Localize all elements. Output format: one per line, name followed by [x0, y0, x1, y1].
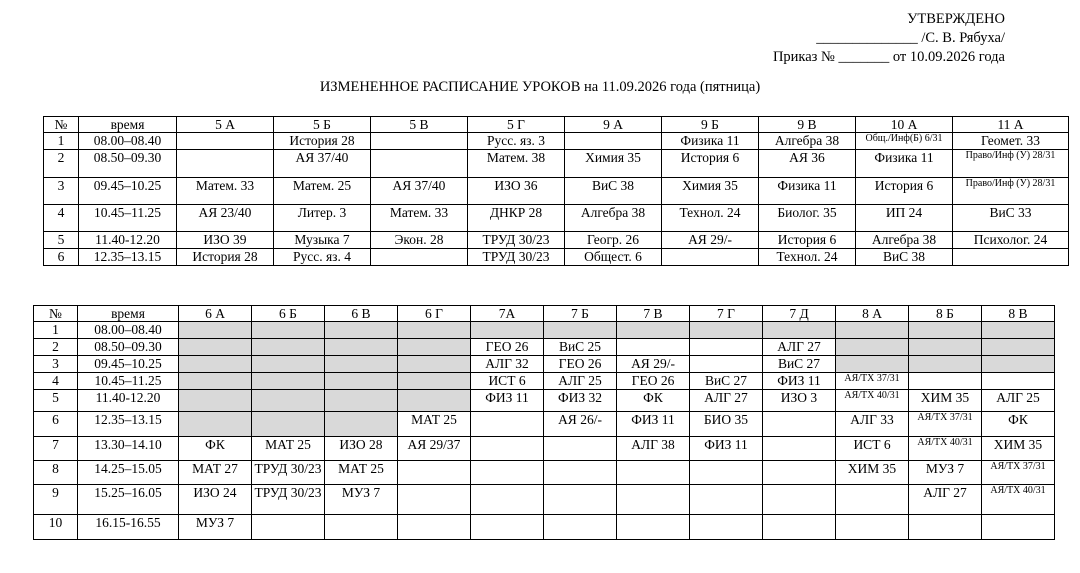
lesson-cell: ТРУД 30/23 [468, 232, 565, 249]
lesson-cell: АЛГ 27 [690, 390, 763, 412]
lesson-cell [325, 339, 398, 356]
column-header: 7 В [617, 306, 690, 322]
lesson-cell: ИЗО 3 [763, 390, 836, 412]
column-header: 7 Д [763, 306, 836, 322]
column-header: 9 Б [662, 117, 759, 133]
column-header: 7 Б [544, 306, 617, 322]
lesson-cell [252, 322, 325, 339]
lesson-cell: МУЗ 7 [325, 485, 398, 515]
lesson-cell: АЯ 29/- [662, 232, 759, 249]
lesson-cell [398, 515, 471, 540]
column-header: № [34, 306, 78, 322]
lesson-cell [398, 373, 471, 390]
lesson-cell [325, 515, 398, 540]
lesson-cell: Право/Инф (У) 28/31 [953, 178, 1069, 205]
column-header: 8 Б [909, 306, 982, 322]
lesson-time: 12.35–13.15 [78, 412, 179, 437]
lesson-number: 8 [34, 461, 78, 485]
lesson-cell [371, 249, 468, 266]
lesson-cell [690, 322, 763, 339]
lesson-number: 7 [34, 437, 78, 461]
column-header: 6 А [179, 306, 252, 322]
column-header: 9 А [565, 117, 662, 133]
lesson-cell [909, 373, 982, 390]
lesson-cell: ХИМ 35 [836, 461, 909, 485]
column-header: время [78, 306, 179, 322]
lesson-cell [690, 356, 763, 373]
lesson-time: 10.45–11.25 [78, 373, 179, 390]
lesson-cell: История 28 [177, 249, 274, 266]
lesson-cell: АЯ/ТХ 40/31 [836, 390, 909, 412]
lesson-number: 2 [44, 150, 79, 178]
lesson-cell [836, 322, 909, 339]
lesson-cell: Геомет. 33 [953, 133, 1069, 150]
lesson-cell [617, 461, 690, 485]
lesson-cell: Технол. 24 [759, 249, 856, 266]
lesson-time: 11.40-12.20 [78, 390, 179, 412]
lesson-cell [252, 339, 325, 356]
lesson-cell [544, 437, 617, 461]
lesson-time: 08.00–08.40 [79, 133, 177, 150]
lesson-cell [982, 515, 1055, 540]
lesson-number: 5 [34, 390, 78, 412]
lesson-number: 5 [44, 232, 79, 249]
lesson-cell [252, 412, 325, 437]
lesson-cell: БИО 35 [690, 412, 763, 437]
lesson-cell: Технол. 24 [662, 205, 759, 232]
lesson-number: 1 [44, 133, 79, 150]
column-header: 5 В [371, 117, 468, 133]
lesson-cell: ФК [617, 390, 690, 412]
column-header: 6 В [325, 306, 398, 322]
lesson-cell: МАТ 27 [179, 461, 252, 485]
lesson-cell [909, 322, 982, 339]
lesson-cell: МАТ 25 [398, 412, 471, 437]
table-row [34, 437, 1055, 461]
lesson-cell [953, 249, 1069, 266]
table-row [44, 205, 1069, 232]
lesson-cell: ФК [179, 437, 252, 461]
schedule-table-junior [33, 305, 1055, 540]
lesson-number: 4 [34, 373, 78, 390]
column-header: 6 Г [398, 306, 471, 322]
lesson-time: 10.45–11.25 [79, 205, 177, 232]
lesson-cell: АЛГ 27 [909, 485, 982, 515]
lesson-cell [471, 322, 544, 339]
lesson-cell: АЯ 36 [759, 150, 856, 178]
lesson-time: 15.25–16.05 [78, 485, 179, 515]
lesson-cell [179, 373, 252, 390]
column-header: 11 А [953, 117, 1069, 133]
lesson-cell: ВиС 27 [690, 373, 763, 390]
lesson-cell [763, 412, 836, 437]
column-header: 5 Г [468, 117, 565, 133]
column-header: № [44, 117, 79, 133]
lesson-cell: АЯ 37/40 [371, 178, 468, 205]
lesson-cell: АЛГ 25 [982, 390, 1055, 412]
lesson-cell [325, 390, 398, 412]
column-header: 8 А [836, 306, 909, 322]
approval-block [773, 10, 1005, 67]
lesson-cell: ИЗО 39 [177, 232, 274, 249]
lesson-cell: АЛГ 32 [471, 356, 544, 373]
lesson-cell [836, 515, 909, 540]
lesson-cell [836, 356, 909, 373]
signature-line: ______________ /С. В. Рябуха/ [816, 30, 1005, 46]
lesson-number: 9 [34, 485, 78, 515]
table-row [44, 150, 1069, 178]
lesson-cell: АЛГ 25 [544, 373, 617, 390]
column-header: 9 В [759, 117, 856, 133]
lesson-cell [179, 390, 252, 412]
header-row [44, 117, 1069, 133]
lesson-cell: Физика 11 [856, 150, 953, 178]
table-row [34, 412, 1055, 437]
table-row [44, 133, 1069, 150]
lesson-cell: ИСТ 6 [471, 373, 544, 390]
column-header: время [79, 117, 177, 133]
column-header: 6 Б [252, 306, 325, 322]
lesson-cell: АЯ/ТХ 37/31 [836, 373, 909, 390]
lesson-cell: АЛГ 38 [617, 437, 690, 461]
lesson-cell: Химия 35 [565, 150, 662, 178]
lesson-cell: Русс. яз. 4 [274, 249, 371, 266]
lesson-cell [471, 412, 544, 437]
lesson-cell: ИСТ 6 [836, 437, 909, 461]
lesson-cell [544, 322, 617, 339]
lesson-number: 6 [44, 249, 79, 266]
lesson-cell [398, 322, 471, 339]
lesson-cell: ТРУД 30/23 [252, 485, 325, 515]
lesson-cell [325, 412, 398, 437]
lesson-cell: История 6 [662, 150, 759, 178]
lesson-cell: ИЗО 36 [468, 178, 565, 205]
lesson-time: 08.50–09.30 [79, 150, 177, 178]
lesson-cell: Матем. 33 [177, 178, 274, 205]
lesson-cell: Экон. 28 [371, 232, 468, 249]
lesson-cell [690, 461, 763, 485]
lesson-cell: АЯ 37/40 [274, 150, 371, 178]
lesson-cell: МАТ 25 [252, 437, 325, 461]
lesson-cell [763, 437, 836, 461]
table-row [34, 485, 1055, 515]
lesson-cell [836, 485, 909, 515]
lesson-cell [565, 133, 662, 150]
table-row [44, 249, 1069, 266]
lesson-cell: АЯ/ТХ 40/31 [982, 485, 1055, 515]
lesson-cell: Музыка 7 [274, 232, 371, 249]
header-row [34, 306, 1055, 322]
lesson-number: 2 [34, 339, 78, 356]
lesson-cell: Психолог. 24 [953, 232, 1069, 249]
table-row [34, 356, 1055, 373]
lesson-cell: Общ./Инф(Б) 6/31 [856, 133, 953, 150]
lesson-cell: История 6 [759, 232, 856, 249]
lesson-time: 13.30–14.10 [78, 437, 179, 461]
lesson-cell: ВиС 25 [544, 339, 617, 356]
lesson-cell [544, 485, 617, 515]
lesson-time: 12.35–13.15 [79, 249, 177, 266]
lesson-cell [982, 373, 1055, 390]
lesson-cell [690, 485, 763, 515]
order-line: Приказ № _______ от 10.09.2026 года [772, 49, 1005, 65]
lesson-cell: Алгебра 38 [759, 133, 856, 150]
lesson-cell: Физика 11 [759, 178, 856, 205]
lesson-cell: ФК [982, 412, 1055, 437]
lesson-cell [909, 515, 982, 540]
lesson-cell: АЛГ 27 [763, 339, 836, 356]
lesson-cell: ДНКР 28 [468, 205, 565, 232]
lesson-cell: ВиС 33 [953, 205, 1069, 232]
lesson-cell: ГЕО 26 [544, 356, 617, 373]
schedule-table-senior [43, 116, 1069, 266]
table-row [34, 461, 1055, 485]
lesson-cell [179, 322, 252, 339]
lesson-cell: Русс. яз. 3 [468, 133, 565, 150]
lesson-cell [471, 485, 544, 515]
lesson-cell: АЯ 29/37 [398, 437, 471, 461]
table-row [34, 390, 1055, 412]
lesson-cell: ФИЗ 11 [617, 412, 690, 437]
lesson-cell: ТРУД 30/23 [252, 461, 325, 485]
lesson-cell [252, 515, 325, 540]
lesson-cell [544, 515, 617, 540]
lesson-cell [371, 150, 468, 178]
lesson-cell [252, 373, 325, 390]
lesson-cell [471, 515, 544, 540]
lesson-cell: ГЕО 26 [617, 373, 690, 390]
lesson-cell [909, 339, 982, 356]
lesson-cell: ФИЗ 11 [690, 437, 763, 461]
column-header: 10 А [856, 117, 953, 133]
lesson-cell [982, 356, 1055, 373]
lesson-cell [617, 515, 690, 540]
lesson-cell: АЯ 29/- [617, 356, 690, 373]
lesson-cell: Матем. 25 [274, 178, 371, 205]
lesson-cell [177, 133, 274, 150]
approved-label: УТВЕРЖДЕНО [907, 11, 1005, 27]
lesson-cell: АЯ/ТХ 37/31 [909, 412, 982, 437]
lesson-number: 6 [34, 412, 78, 437]
lesson-cell [909, 356, 982, 373]
lesson-time: 08.50–09.30 [78, 339, 179, 356]
lesson-time: 11.40-12.20 [79, 232, 177, 249]
lesson-cell [371, 133, 468, 150]
column-header: 8 В [982, 306, 1055, 322]
lesson-cell [763, 322, 836, 339]
lesson-cell: ИЗО 28 [325, 437, 398, 461]
lesson-cell: АЛГ 33 [836, 412, 909, 437]
lesson-cell [982, 322, 1055, 339]
lesson-cell: История 6 [856, 178, 953, 205]
lesson-cell [662, 249, 759, 266]
lesson-cell: МУЗ 7 [179, 515, 252, 540]
lesson-time: 08.00–08.40 [78, 322, 179, 339]
lesson-cell: АЯ/ТХ 37/31 [982, 461, 1055, 485]
table-row [34, 373, 1055, 390]
lesson-cell: Право/Инф (У) 28/31 [953, 150, 1069, 178]
lesson-cell: История 28 [274, 133, 371, 150]
lesson-cell [471, 461, 544, 485]
lesson-cell: Биолог. 35 [759, 205, 856, 232]
lesson-cell [179, 339, 252, 356]
lesson-cell: МУЗ 7 [909, 461, 982, 485]
lesson-cell [252, 390, 325, 412]
lesson-cell [325, 322, 398, 339]
page-title: ИЗМЕНЕННОЕ РАСПИСАНИЕ УРОКОВ на 11.09.2026 года (пятница) [319, 79, 761, 95]
lesson-cell: ИП 24 [856, 205, 953, 232]
lesson-cell: Матем. 33 [371, 205, 468, 232]
lesson-cell [398, 485, 471, 515]
lesson-time: 14.25–15.05 [78, 461, 179, 485]
lesson-cell [763, 485, 836, 515]
lesson-cell [325, 356, 398, 373]
lesson-cell: ФИЗ 11 [763, 373, 836, 390]
column-header: 5 Б [274, 117, 371, 133]
lesson-cell: ХИМ 35 [909, 390, 982, 412]
lesson-cell: ВиС 38 [856, 249, 953, 266]
lesson-cell: Алгебра 38 [856, 232, 953, 249]
lesson-cell [398, 461, 471, 485]
lesson-cell: ТРУД 30/23 [468, 249, 565, 266]
lesson-cell: Литер. 3 [274, 205, 371, 232]
column-header: 7 Г [690, 306, 763, 322]
lesson-cell: Общест. 6 [565, 249, 662, 266]
lesson-cell: МАТ 25 [325, 461, 398, 485]
lesson-cell [398, 356, 471, 373]
lesson-cell: АЯ 26/- [544, 412, 617, 437]
table-row [34, 322, 1055, 339]
lesson-cell: Физика 11 [662, 133, 759, 150]
lesson-cell: Алгебра 38 [565, 205, 662, 232]
lesson-cell [982, 339, 1055, 356]
lesson-cell: Химия 35 [662, 178, 759, 205]
lesson-number: 1 [34, 322, 78, 339]
lesson-cell [763, 461, 836, 485]
lesson-cell [690, 515, 763, 540]
lesson-cell: ГЕО 26 [471, 339, 544, 356]
lesson-time: 16.15-16.55 [78, 515, 179, 540]
lesson-cell [325, 373, 398, 390]
lesson-number: 3 [44, 178, 79, 205]
lesson-number: 4 [44, 205, 79, 232]
lesson-cell [617, 322, 690, 339]
lesson-cell [690, 339, 763, 356]
lesson-cell [617, 339, 690, 356]
lesson-number: 10 [34, 515, 78, 540]
lesson-time: 09.45–10.25 [78, 356, 179, 373]
column-header: 7А [471, 306, 544, 322]
lesson-cell: ФИЗ 32 [544, 390, 617, 412]
lesson-time: 09.45–10.25 [79, 178, 177, 205]
table-row [44, 178, 1069, 205]
lesson-cell: ВиС 38 [565, 178, 662, 205]
table-row [34, 515, 1055, 540]
lesson-cell [617, 485, 690, 515]
lesson-cell [177, 150, 274, 178]
table-row [44, 232, 1069, 249]
lesson-cell [179, 356, 252, 373]
lesson-number: 3 [34, 356, 78, 373]
lesson-cell: АЯ/ТХ 40/31 [909, 437, 982, 461]
lesson-cell [252, 356, 325, 373]
lesson-cell [544, 461, 617, 485]
lesson-cell: ИЗО 24 [179, 485, 252, 515]
lesson-cell: ВиС 27 [763, 356, 836, 373]
lesson-cell: Геогр. 26 [565, 232, 662, 249]
lesson-cell: ХИМ 35 [982, 437, 1055, 461]
lesson-cell [398, 390, 471, 412]
lesson-cell [179, 412, 252, 437]
lesson-cell [763, 515, 836, 540]
lesson-cell: Матем. 38 [468, 150, 565, 178]
lesson-cell [471, 437, 544, 461]
lesson-cell [398, 339, 471, 356]
column-header: 5 А [177, 117, 274, 133]
lesson-cell: АЯ 23/40 [177, 205, 274, 232]
lesson-cell: ФИЗ 11 [471, 390, 544, 412]
lesson-cell [836, 339, 909, 356]
table-row [34, 339, 1055, 356]
